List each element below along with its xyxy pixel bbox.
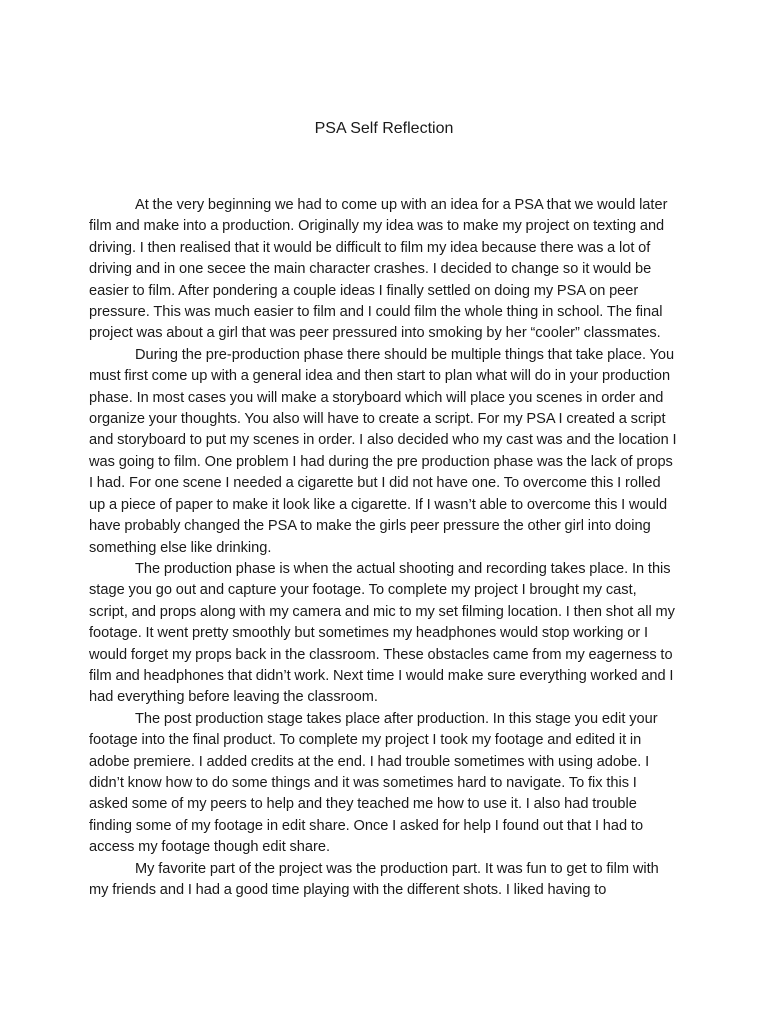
document-title: PSA Self Reflection: [314, 120, 454, 137]
document-body: [89, 195, 679, 901]
paragraph-favorite-part: My favorite part of the project was the production part. It was fun to get to film with my friends and I had a good time playing with the different shots. I liked having to: [89, 860, 659, 898]
paragraph-production: The production phase is when the actual shooting and recording takes place. In this stage you go out and capture your footage. To complete my project I brought my cast, script, and props along with my camera and mic to my set filming location. I then shot all my footage. It went pretty smoothly but sometimes my headphones would stop working or I would forget my props back in the classroom. These obstacles came from my eagerness to film and headphones that didn’t work. Next time I would make sure everything worked and I had everything before leaving the classroom.: [89, 560, 675, 706]
paragraph-pre-production: During the pre-production phase there should be multiple things that take place. You must first come up with a general idea and then start to plan what will do in your production phase. In most cases you will make a storyboard which will place you scenes in order and organize your thoughts. You also will have to create a script. For my PSA I created a script and storyboard to put my scenes in order. I also decided who my cast was and the location I was going to film. One problem I had during the pre production phase was the lack of props I had. For one scene I needed a cigarette but I did not have one. To overcome this I rolled up a piece of paper to make it look like a cigarette. If I wasn’t able to overcome this I would have probably changed the PSA to make the girls peer pressure the other girl into doing something else like drinking.: [89, 346, 677, 556]
paragraph-post-production: The post production stage takes place after production. In this stage you edit your footage into the final product. To complete my project I took my footage and edited it in adobe premiere. I added credits at the end. I had trouble sometimes with using adobe. I didn’t know how to do some things and it was sometimes hard to navigate. To fix this I asked some of my peers to help and they teached me how to use it. I also had trouble finding some of my footage in edit share. Once I asked for help I found out that I had to access my footage though edit share.: [89, 710, 658, 856]
paragraph-intro: At the very beginning we had to come up with an idea for a PSA that we would later film and make into a production. Originally my idea was to make my project on texting and driving. I then realised that it would be difficult to film my idea because there was a lot of driving and in one secee the main character crashes. I decided to change so it would be easier to film. After pondering a couple ideas I finally settled on doing my PSA on peer pressure. This was much easier to film and I could film the whole thing in school. The final project was about a girl that was peer pressured into smoking by her “cooler” classmates.: [89, 197, 668, 342]
